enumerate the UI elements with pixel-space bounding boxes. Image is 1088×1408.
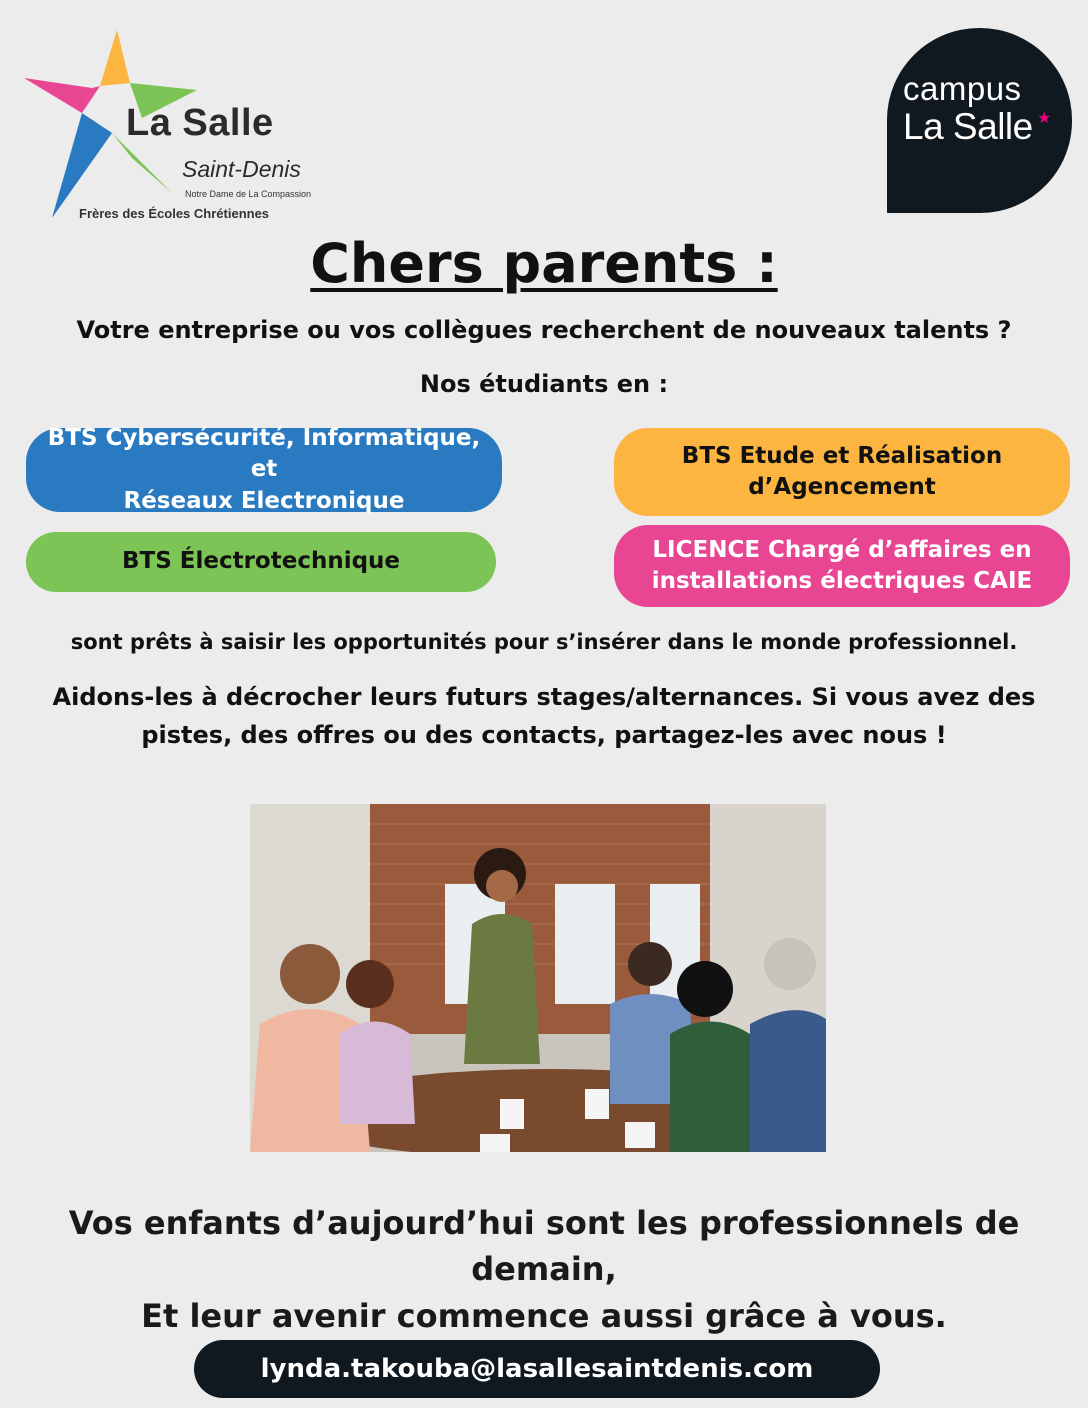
program-label: Réseaux Electronique — [123, 487, 405, 514]
program-licence-caie — [614, 525, 1070, 607]
program-label: installations électriques CAIE — [651, 568, 1033, 594]
call-line: Aidons-les à décrocher leurs futurs stages/alternances. Si vous avez des — [52, 683, 1036, 711]
question-text: Votre entreprise ou vos collègues recherchent de nouveaux talents ? — [76, 316, 1012, 344]
students-intro: Nos étudiants en : — [419, 370, 669, 398]
campus-name: La Salle — [903, 106, 1033, 147]
logo-school: Notre Dame de La Compassion — [185, 189, 312, 199]
pink-star-icon: ★ — [1037, 108, 1052, 127]
logo-order: Frères des Écoles Chrétiennes — [79, 206, 270, 221]
call-to-action-text — [0, 678, 1088, 755]
ready-text: sont prêts à saisir les opportunités pour s’insérer dans le monde professionnel. — [70, 630, 1018, 654]
logo-city: Saint-Denis — [182, 156, 301, 182]
meeting-photo — [250, 804, 826, 1152]
closing-line: Vos enfants d’aujourd’hui sont les professionnels de demain, — [68, 1204, 1020, 1289]
program-label: BTS Etude et Réalisation — [681, 442, 1003, 469]
call-line: pistes, des offres ou des contacts, partagez-les avec nous ! — [141, 721, 947, 750]
closing-line: Et leur avenir commence aussi grâce à vous. — [141, 1296, 947, 1335]
program-bts-cybersecurite — [26, 425, 502, 514]
page-title: Chers parents : — [310, 232, 778, 295]
meeting-illustration — [250, 804, 826, 1152]
program-bts-agencement — [614, 428, 1070, 516]
contact-email-bar[interactable] — [194, 1340, 880, 1398]
contact-email[interactable]: lynda.takouba@lasallesaintdenis.com — [260, 1354, 814, 1384]
campus-word: campus — [903, 70, 1022, 107]
logo-title: La Salle — [126, 102, 274, 144]
program-bts-electrotechnique — [26, 532, 496, 592]
campus-la-salle-badge — [887, 28, 1072, 213]
la-salle-logo — [22, 28, 342, 228]
program-label: LICENCE Chargé d’affaires en — [652, 536, 1032, 563]
program-label: BTS Électrotechnique — [121, 548, 401, 575]
program-label: d’Agencement — [748, 474, 936, 500]
closing-text — [0, 1200, 1088, 1339]
program-label: BTS Cybersécurité, Informatique, et — [47, 425, 481, 483]
